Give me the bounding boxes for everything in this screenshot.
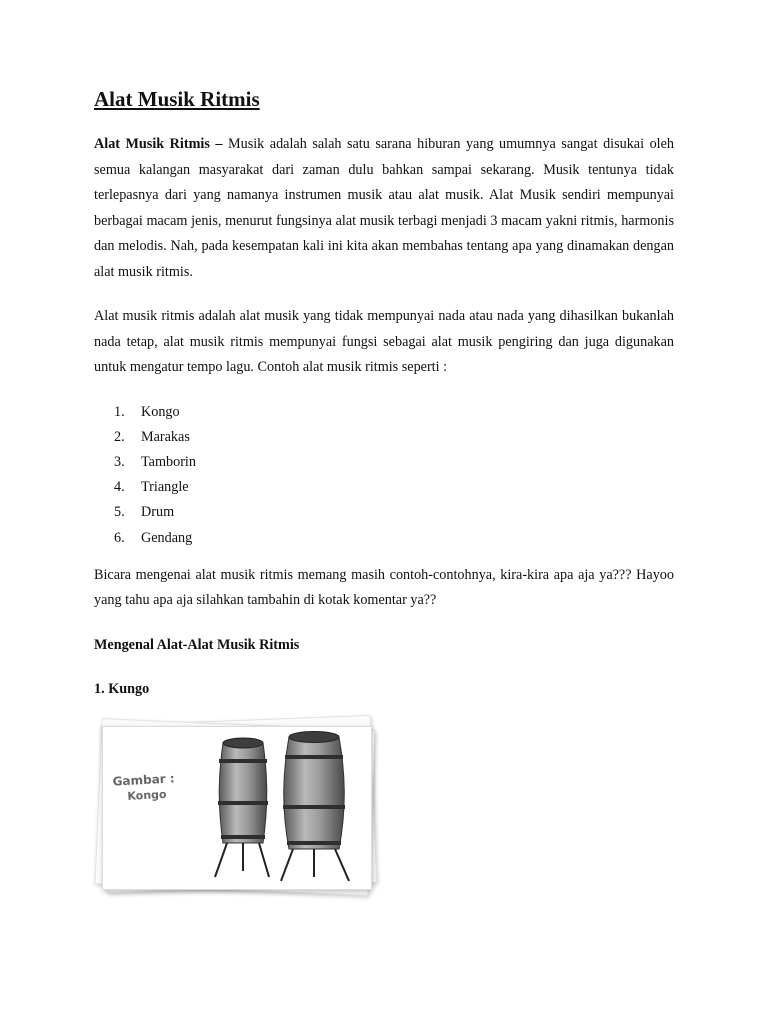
kongo-figure <box>94 714 384 894</box>
list-number: 3. <box>114 453 125 470</box>
list-label: Tamborin <box>141 453 196 470</box>
list-number: 5. <box>114 504 125 521</box>
list-label: Triangle <box>141 479 189 496</box>
intro-bold-lead: Alat Musik Ritmis – <box>94 136 223 152</box>
list-item <box>114 526 674 551</box>
list-label: Kongo <box>141 403 180 420</box>
list-number: 4. <box>114 479 125 496</box>
list-label: Drum <box>141 504 175 521</box>
conga-drums-illustration <box>203 731 363 885</box>
list-item <box>114 450 674 475</box>
list-number: 6. <box>114 529 125 546</box>
list-number: 2. <box>114 428 125 445</box>
closing-paragraph: Bicara mengenai alat musik ritmis memang masih contoh-contohnya, kira-kira apa aja ya??? Hayoo yang tahu apa aja silahkan tambahin di kotak komentar ya?? <box>94 566 674 609</box>
list-item <box>114 400 674 425</box>
photo-caption-line2: Kongo <box>127 787 167 803</box>
photo-caption <box>112 771 176 804</box>
kongo-photo <box>102 726 372 890</box>
list-label: Gendang <box>141 529 193 546</box>
instrument-list <box>94 400 674 551</box>
list-item <box>114 500 674 525</box>
definition-paragraph: Alat musik ritmis adalah alat musik yang tidak mempunyai nada atau nada yang dihasilkan bukanlah nada tetap, alat musik ritmis mempunyai fungsi sebagai alat musik pengiring dan juga digunakan untuk mengatur tempo lagu. Contoh alat musik ritmis seperti : <box>94 308 674 375</box>
intro-paragraph <box>94 132 674 285</box>
section-heading: Mengenal Alat-Alat Musik Ritmis <box>94 636 300 653</box>
intro-text: Musik adalah salah satu sarana hiburan yang umumnya sangat disukai oleh semua kalangan masyarakat dari zaman dulu bahkan sampai sekarang. Musik tentunya tidak terlepasnya dari yang namanya instrumen musik atau alat musik. Alat Musik sendiri mempunyai berbagai macam jenis, menurut fungsinya alat musik terbagi menjadi 3 macam yakni ritmis, harmonis dan melodis. Nah, pada kesempatan kali ini kita akan membahas tentang apa yang dinamakan dengan alat musik ritmis. <box>94 136 674 280</box>
list-item <box>114 475 674 500</box>
conga-drum-left <box>215 738 269 877</box>
document-body <box>94 84 674 722</box>
list-label: Marakas <box>141 428 190 445</box>
list-item <box>114 425 674 450</box>
subsection-heading: 1. Kungo <box>94 681 150 698</box>
page-title: Alat Musik Ritmis <box>94 87 260 111</box>
photo-caption-line1: Gambar : <box>112 771 175 789</box>
conga-drum-right <box>281 732 349 882</box>
list-number: 1. <box>114 403 125 420</box>
